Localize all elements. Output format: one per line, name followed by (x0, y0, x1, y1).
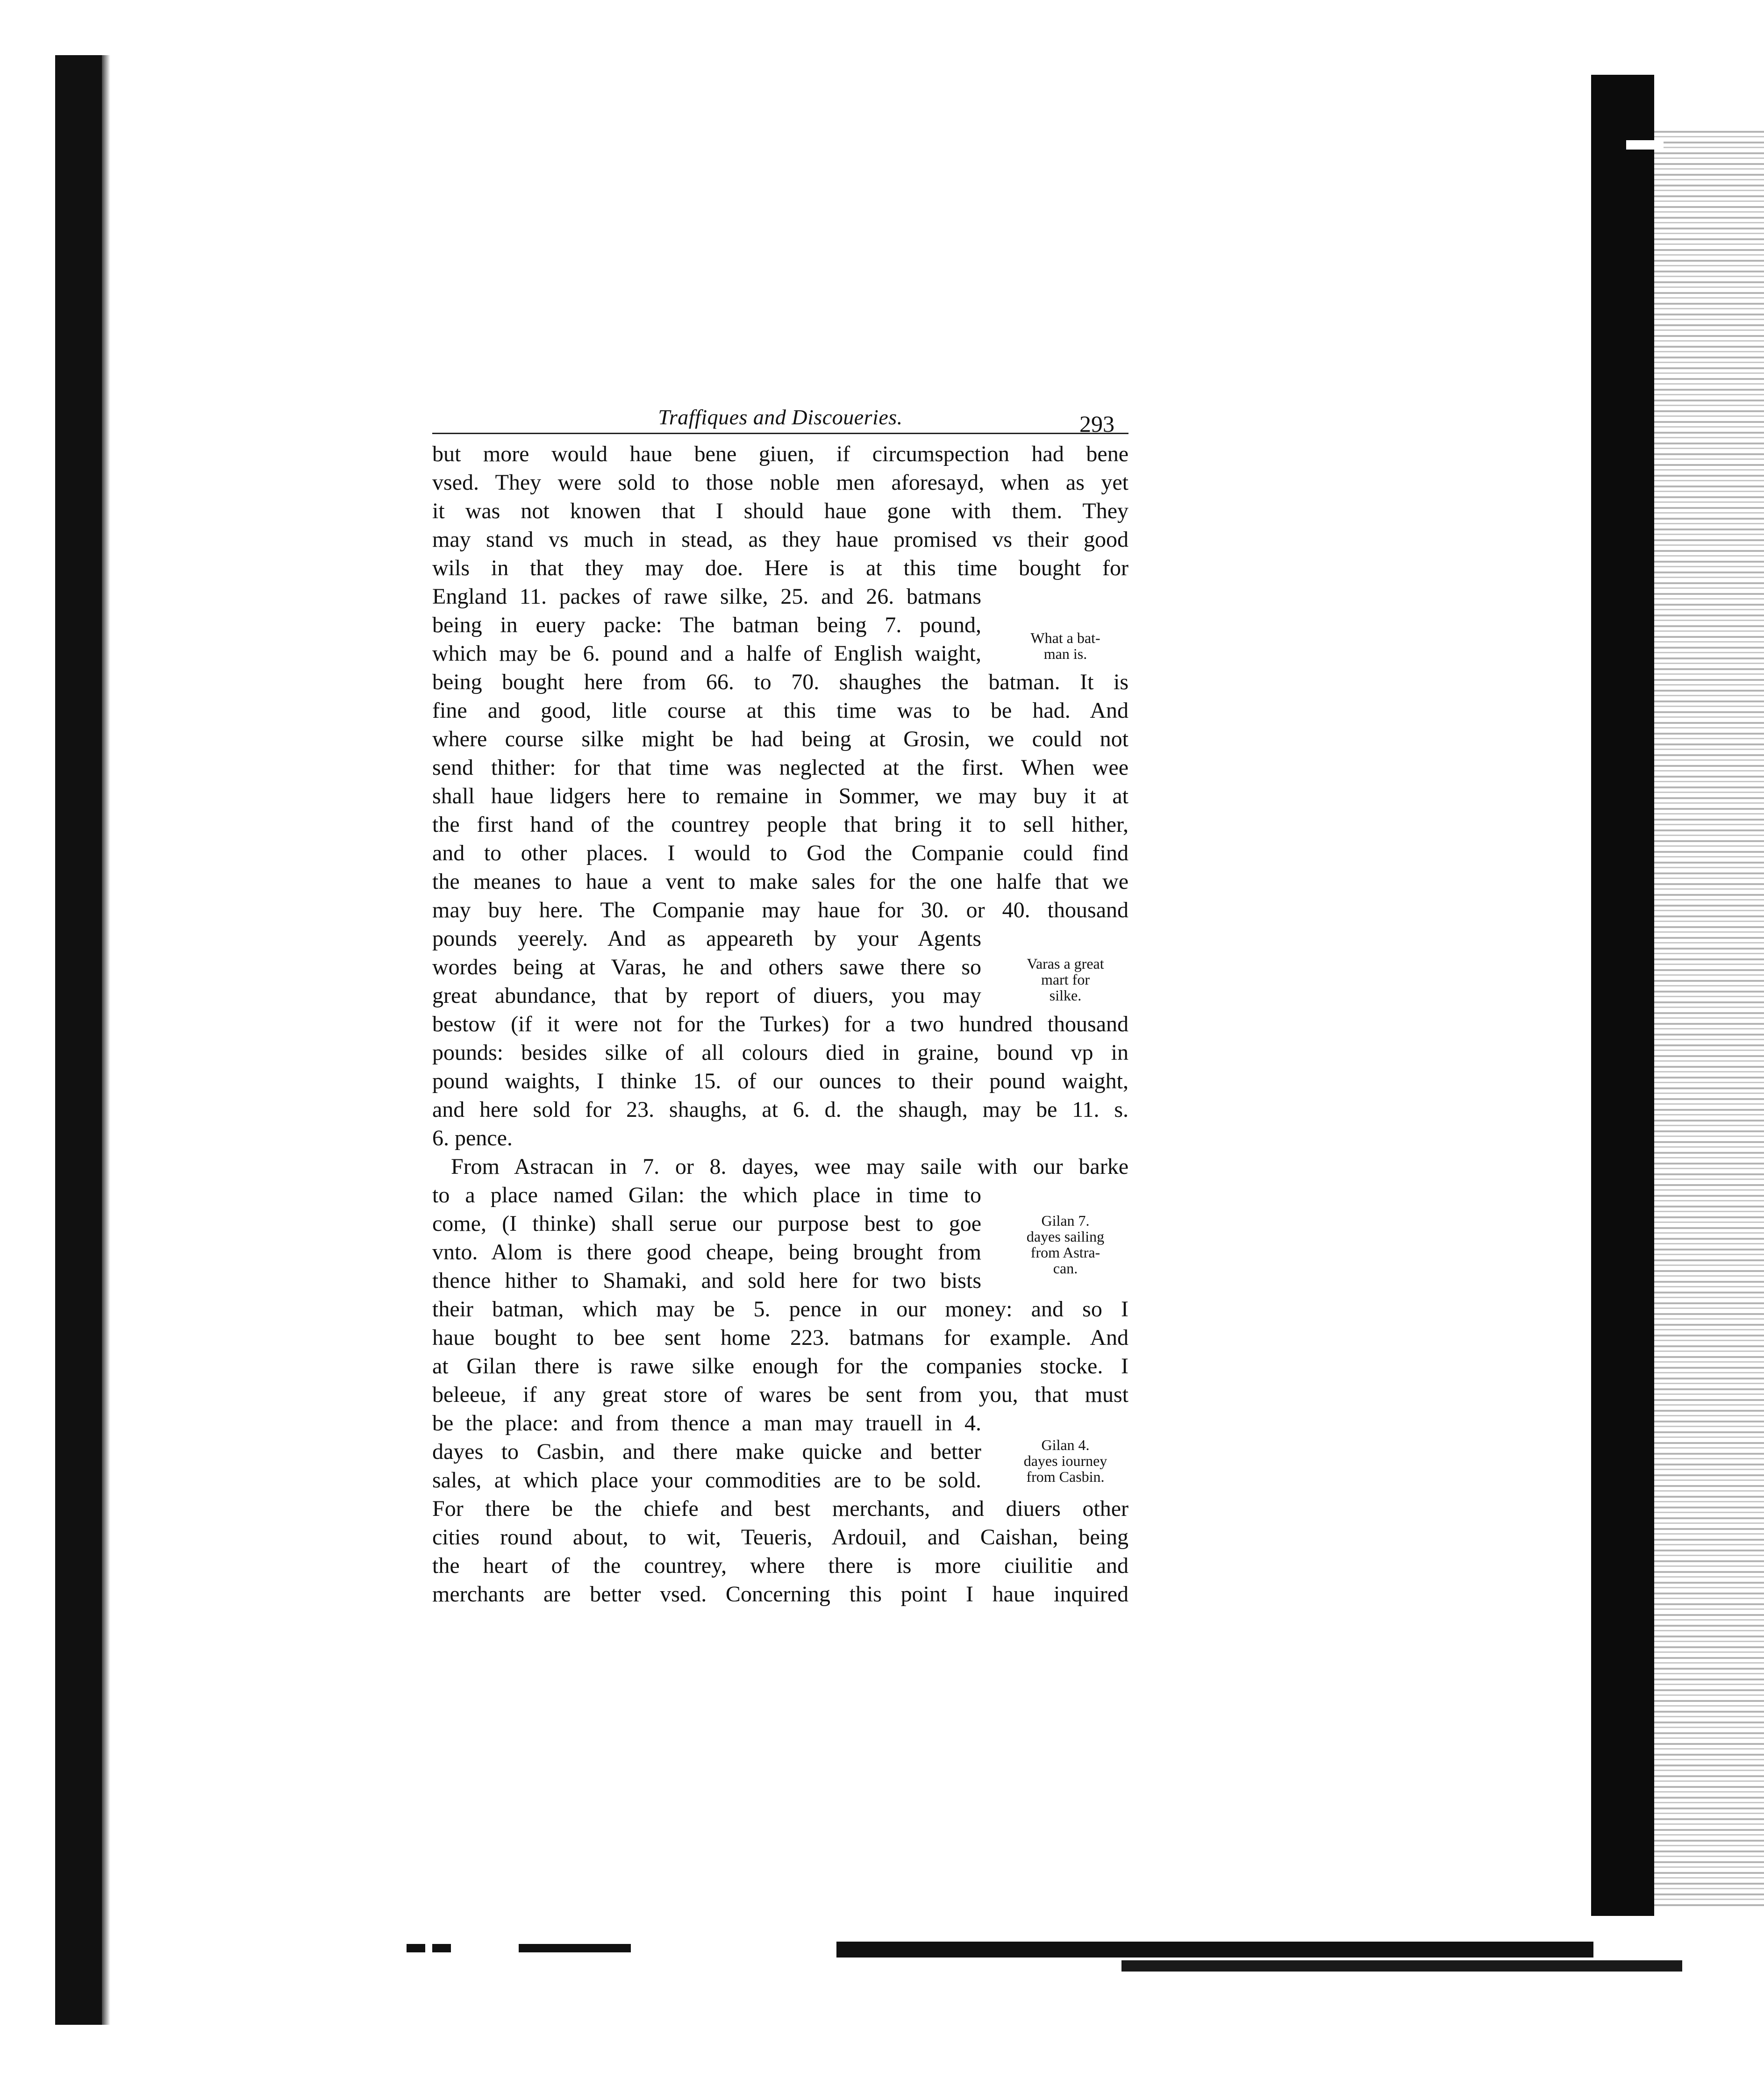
text-line: pounds: besides silke of all colours died in graine, bound vp in (432, 1040, 1128, 1065)
text-line: For there be the chiefe and best merchants, and diuers other (432, 1496, 1128, 1521)
text-line: and here sold for 23. shaughs, at 6. d. the shaugh, may be 11. s. (432, 1097, 1128, 1122)
text-line: the first hand of the countrey people that bring it to sell hither, (432, 812, 1128, 837)
book-page (432, 402, 1128, 1608)
text-line: pounds yeerely. And as appeareth by your Agents (432, 926, 981, 951)
margin-note (1000, 1213, 1131, 1276)
text-line: haue bought to bee sent home 223. batmans for example. And (432, 1325, 1128, 1350)
text-line: merchants are better vsed. Concerning this point I haue inquired (432, 1582, 1128, 1607)
text-line: bestow (if it were not for the Turkes) for a two hundred thousand (432, 1012, 1128, 1036)
scan-notch (1626, 140, 1664, 150)
text-line: vnto. Alom is there good cheape, being brought from (432, 1240, 981, 1265)
margin-note-line: dayes iourney (1023, 1452, 1107, 1469)
margin-note-line: dayes sailing (1026, 1228, 1105, 1245)
text-line: sales, at which place your commodities are to be sold. (432, 1468, 981, 1493)
text-line: the meanes to haue a vent to make sales for the one halfe that we (432, 869, 1128, 894)
text-line: it was not knowen that I should haue gone with them. They (432, 499, 1128, 523)
text-line: great abundance, that by report of diuers, you may (432, 983, 981, 1008)
running-head (432, 402, 1128, 437)
text-line: shall haue lidgers here to remaine in Sommer, we may buy it at (432, 784, 1128, 808)
margin-note (1000, 1437, 1131, 1485)
scan-border-left (55, 55, 102, 2025)
margin-note-line: from Astra- (1030, 1244, 1100, 1261)
text-line: fine and good, litle course at this time was to be had. And (432, 698, 1128, 723)
margin-note-line: What a bat- (1030, 629, 1100, 646)
text-line: 6. pence. (432, 1126, 513, 1150)
text-line: dayes to Casbin, and there make quicke and better (432, 1439, 981, 1464)
page-number: 293 (1079, 411, 1114, 437)
scan-fragment (519, 1944, 631, 1952)
text-line: but more would haue bene giuen, if circumspection had bene (432, 442, 1128, 466)
text-line: From Astracan in 7. or 8. dayes, wee may saile with our barke (451, 1154, 1128, 1179)
margin-note (1000, 956, 1131, 1003)
text-line: wils in that they may doe. Here is at this time bought for (432, 556, 1128, 580)
margin-note-line: Gilan 7. (1041, 1212, 1090, 1229)
text-line: to a place named Gilan: the which place in time to (432, 1183, 981, 1207)
text-line: thence hither to Shamaki, and sold here for two bists (432, 1268, 981, 1293)
text-line: being bought here from 66. to 70. shaughes the batman. It is (432, 670, 1128, 694)
scan-noise-right (1654, 131, 1764, 1907)
text-line: England 11. packes of rawe silke, 25. and 26. batmans (432, 584, 981, 609)
text-line: and to other places. I would to God the Companie could find (432, 841, 1128, 865)
margin-note-line: mart for (1041, 971, 1090, 988)
text-line: may buy here. The Companie may haue for 30. or 40. thousand (432, 898, 1128, 922)
body-text (432, 434, 1128, 1608)
text-line: vsed. They were sold to those noble men aforesayd, when as yet (432, 470, 1128, 495)
scan-border-bottom (836, 1942, 1593, 1958)
margin-note-line: can. (1053, 1260, 1078, 1277)
text-line: their batman, which may be 5. pence in our money: and so I (432, 1297, 1128, 1322)
scan-border-right (1591, 75, 1654, 1916)
text-line: may stand vs much in stead, as they haue promised vs their good (432, 527, 1128, 552)
margin-note-line: from Casbin. (1026, 1468, 1105, 1485)
margin-note (1000, 630, 1131, 662)
text-line: the heart of the countrey, where there is more ciuilitie and (432, 1553, 1128, 1578)
text-line: being in euery packe: The batman being 7. pound, (432, 613, 981, 637)
text-line: come, (I thinke) shall serue our purpose best to goe (432, 1211, 981, 1236)
scan-border-left-shadow (102, 55, 110, 2025)
text-line: be the place: and from thence a man may trauell in 4. (432, 1411, 981, 1436)
text-line: wordes being at Varas, he and others sawe there so (432, 955, 981, 979)
scan-fragment (407, 1944, 425, 1952)
scan-border-bottom-lower (1121, 1960, 1682, 1972)
text-line: beleeue, if any great store of wares be sent from you, that must (432, 1382, 1128, 1407)
text-line: send thither: for that time was neglected at the first. When wee (432, 755, 1128, 780)
text-line: which may be 6. pound and a halfe of English waight, (432, 641, 981, 666)
text-line: pound waights, I thinke 15. of our ounces to their pound waight, (432, 1069, 1128, 1093)
text-line: cities round about, to wit, Teueris, Ardouil, and Caishan, being (432, 1525, 1128, 1550)
text-line: where course silke might be had being at Grosin, we could not (432, 727, 1128, 751)
scan-fragment (432, 1944, 451, 1952)
running-head-title: Traffiques and Discoueries. (658, 405, 903, 429)
margin-note-line: silke. (1049, 987, 1082, 1004)
margin-note-line: Varas a great (1027, 955, 1104, 972)
margin-note-line: man is. (1043, 645, 1087, 662)
margin-note-line: Gilan 4. (1041, 1436, 1090, 1453)
text-line: at Gilan there is rawe silke enough for the companies stocke. I (432, 1354, 1128, 1379)
